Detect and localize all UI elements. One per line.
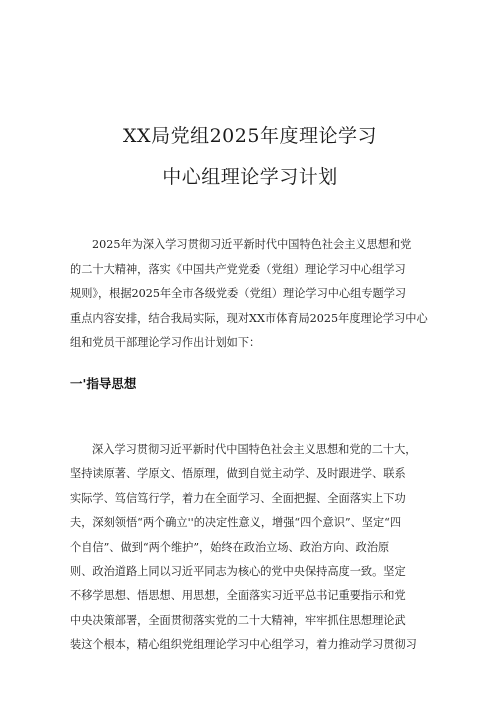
section1-line: 坚持读原著、学原文、悟原理，做到自觉主动学、及时跟进学、联系 (70, 467, 406, 481)
title-text-1: XX局党组2025年度理论学习 (123, 125, 377, 147)
section1-line: 实际学、笃信笃行学，着力在全面学习、全面把握、全面落实上下功 (70, 491, 406, 505)
intro-paragraph (70, 233, 450, 356)
section1-line: 深入学习贯彻习近平新时代中国特色社会主义思想和党的二十大， (92, 443, 417, 456)
intro-line: 重点内容安排，结合我局实际，现对XX市体育局2025年度理论学习中心 (70, 311, 428, 325)
section1-line: 中央决策部署，全面贯彻落实党的二十大精神，牢牢抓住思想理论武 (70, 613, 406, 627)
section1-paragraph (70, 438, 450, 658)
section1-line: 个自信”、做到“两个维护”，始终在政治立场、政治方向、政治原 (70, 540, 390, 554)
document-title-line1 (0, 121, 500, 148)
section1-line: 则、政治道路上同以习近平同志为核心的党中央保持高度一致。坚定 (70, 564, 406, 578)
section1-line: 不移学思想、悟思想、用思想，全面落实习近平总书记重要指示和党 (70, 589, 406, 603)
section-heading-guiding-thought: 一'指导思想 (70, 376, 137, 391)
intro-line: 组和党员干部理论学习作出计划如下： (70, 336, 261, 350)
intro-line: 2025年为深入学习贯彻习近平新时代中国特色社会主义思想和党 (92, 238, 412, 251)
section1-line: 装这个根本，精心组织党组理论学习中心组学习，着力推动学习贯彻习 (70, 638, 417, 652)
title-text-2: 中心组理论学习计划 (162, 166, 338, 188)
intro-line: 的二十大精神，落实《中国共产党党委（党组）理论学习中心组学习 (70, 262, 406, 276)
document-title-line2 (0, 162, 500, 189)
section1-line: 夫，深刻领悟“两个确立''的决定性意义，增强“四个意识”、坚定“四 (70, 516, 402, 530)
intro-line: 规则》，根据2025年全市各级党委（党组）理论学习中心组专题学习 (70, 287, 407, 301)
